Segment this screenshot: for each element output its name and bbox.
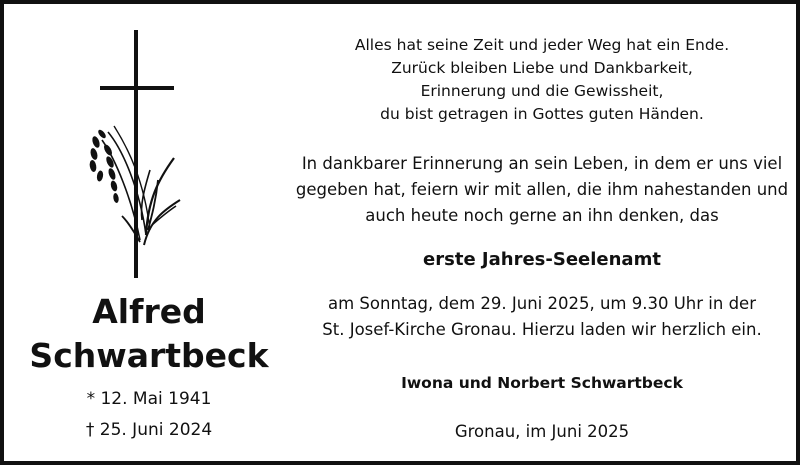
birth-date: * 12. Mai 1941 [86, 389, 212, 409]
poem-line: Alles hat seine Zeit und jeder Weg hat ein Ende. [354, 36, 730, 54]
deceased-first-name: Alfred [92, 292, 206, 331]
death-date: † 25. Juni 2024 [85, 420, 213, 440]
event-title: erste Jahres-Seelenamt [423, 249, 661, 270]
place-date: Gronau, im Juni 2025 [454, 422, 630, 441]
deceased-panel [8, 8, 290, 465]
cross-with-wheat-icon [78, 30, 198, 278]
intro-line: In dankbarer Erinnerung an sein Leben, in dem er uns viel [301, 154, 783, 173]
poem-line: Zurück bleiben Liebe und Dankbarkeit, [391, 59, 693, 77]
signatories: Iwona und Norbert Schwartbeck [401, 374, 683, 392]
intro-line: gegeben hat, feiern wir mit allen, die ihm nahestanden und [295, 180, 789, 199]
poem-line: du bist getragen in Gottes guten Händen. [380, 105, 704, 123]
event-detail-line: am Sonntag, dem 29. Juni 2025, um 9.30 Uhr in der [328, 294, 756, 313]
intro-line: auch heute noch gerne an ihn denken, das [365, 206, 719, 225]
notice-text [290, 8, 794, 465]
deceased-last-name: Schwartbeck [29, 336, 269, 375]
poem-line: Erinnerung und die Gewissheit, [420, 82, 664, 100]
event-detail-line: St. Josef-Kirche Gronau. Hierzu laden wir herzlich ein. [322, 320, 762, 339]
